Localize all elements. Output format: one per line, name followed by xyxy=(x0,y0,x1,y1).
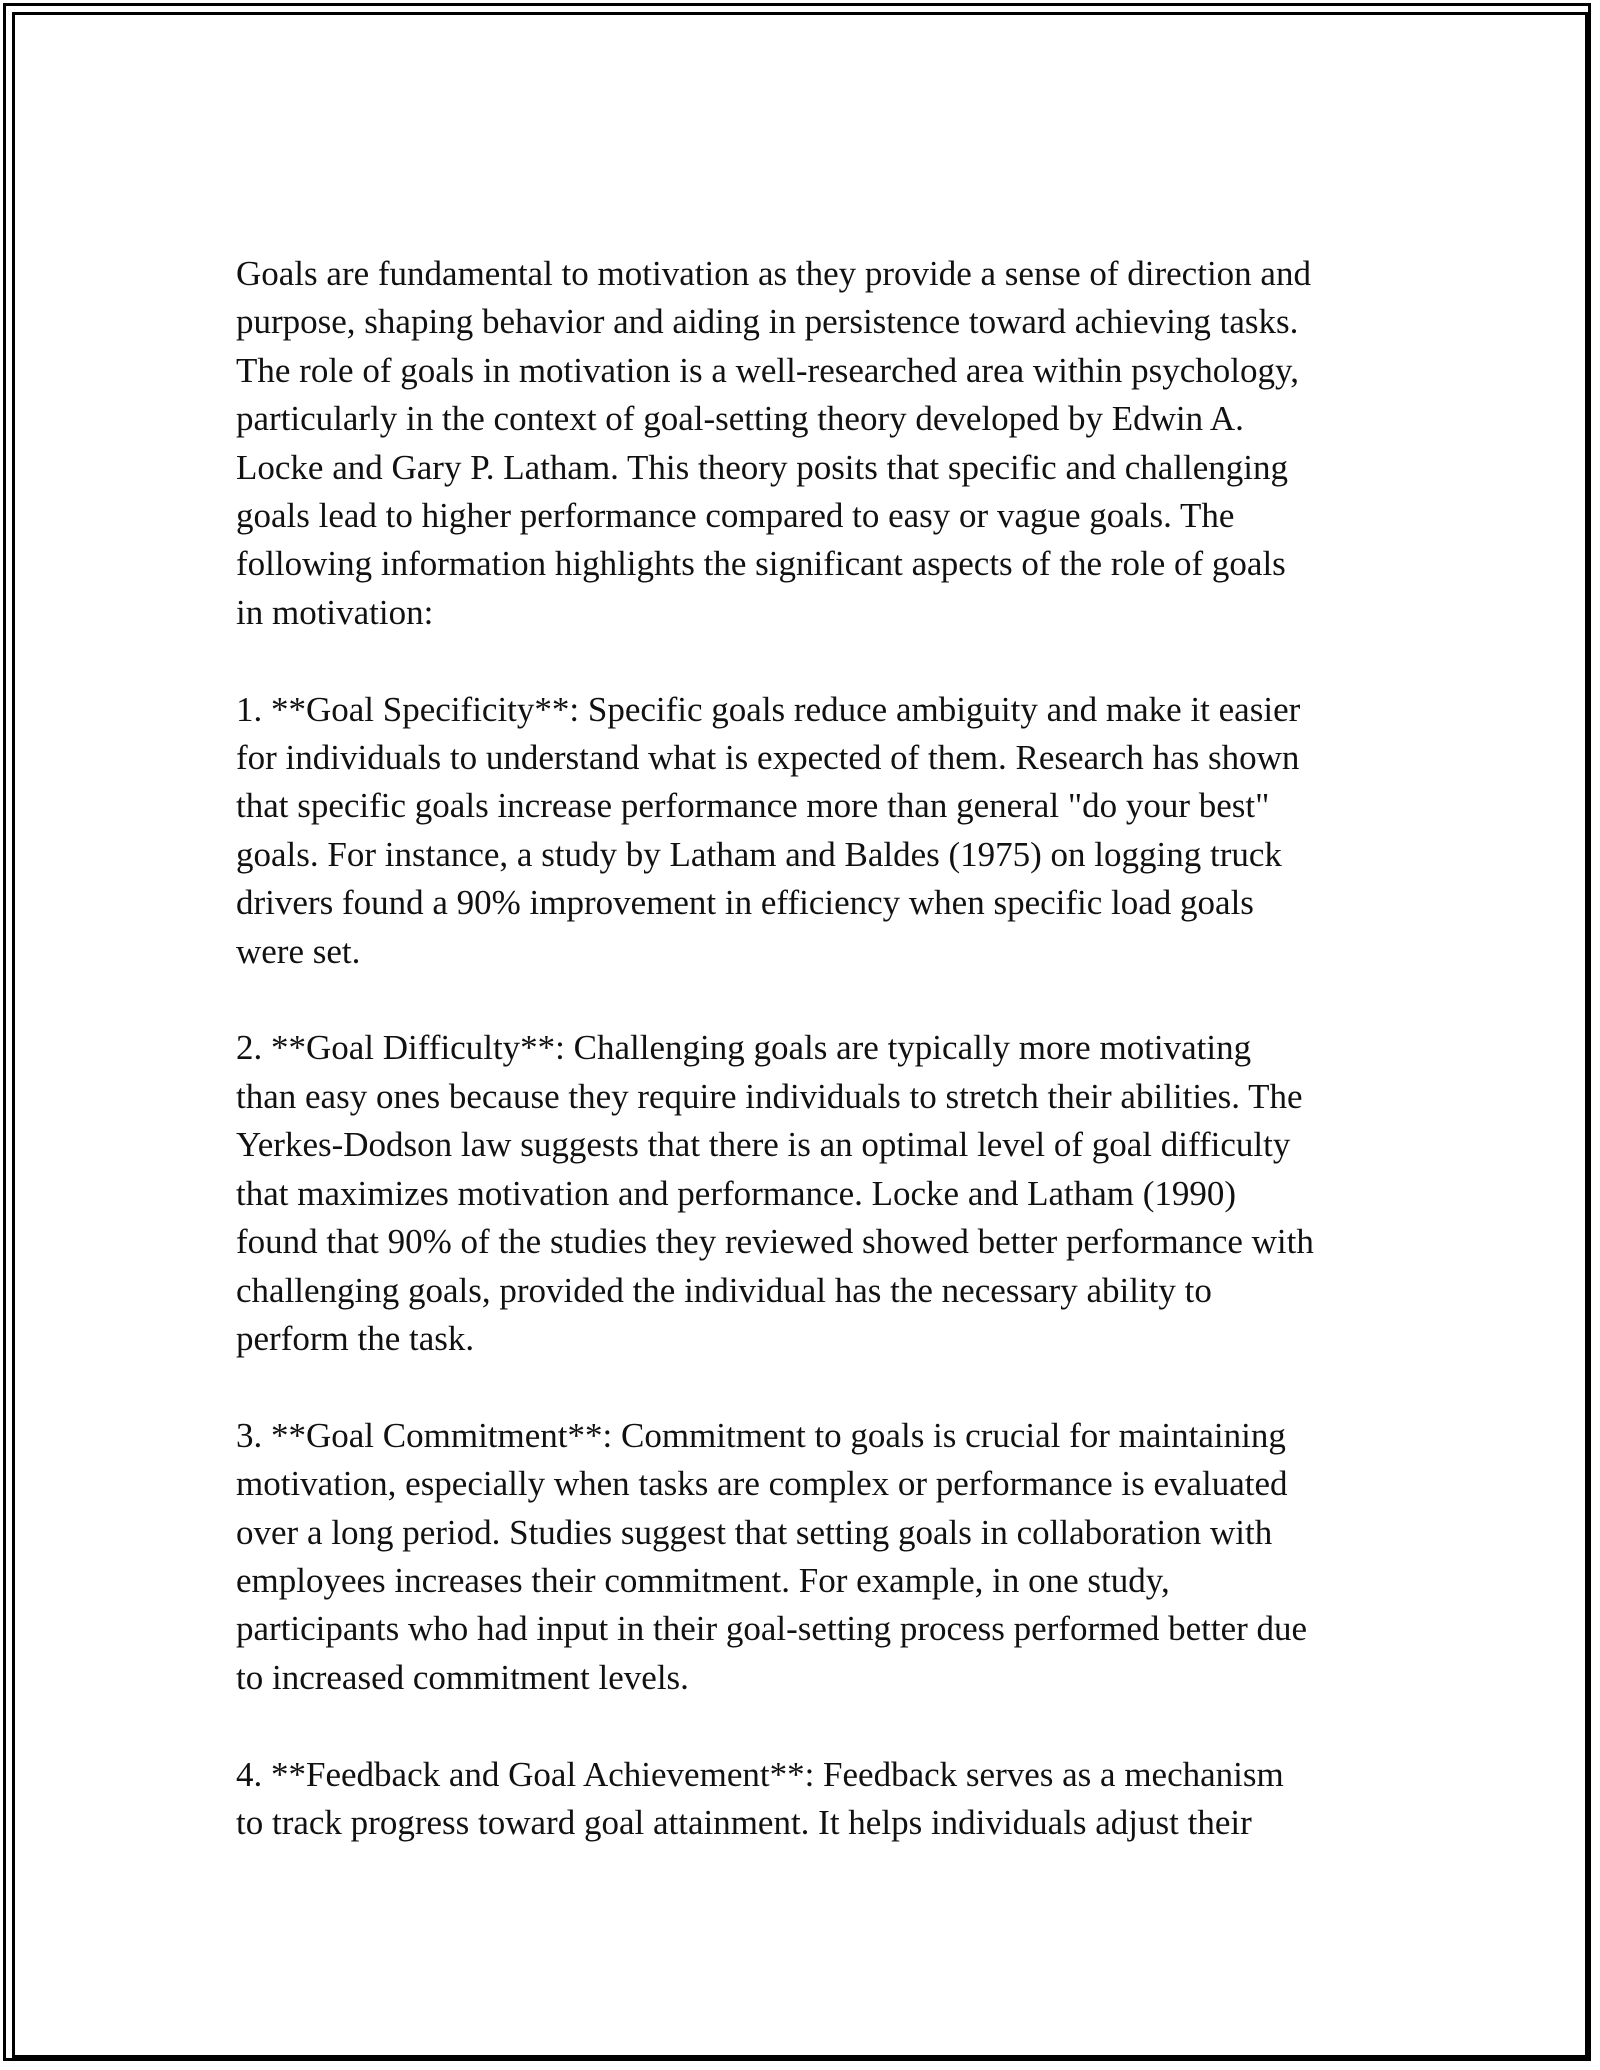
document-body xyxy=(236,250,1386,1896)
goal-specificity-paragraph: 1. **Goal Specificity**: Specific goals reduce ambiguity and make it easier for individuals to understand what is expected of them. Research has shown that specific goals increase performance more than general "do your best" goals. For instance, a study by Latham and Baldes (1975) on logging truck drivers found a 90% improvement in efficiency when specific load goals were set. xyxy=(236,689,1301,971)
feedback-paragraph: 4. **Feedback and Goal Achievement**: Feedback serves as a mechanism to track progress toward goal attainment. It helps individuals adjust their xyxy=(236,1754,1284,1842)
intro-paragraph: Goals are fundamental to motivation as they provide a sense of direction and purpose, shaping behavior and aiding in persistence toward achieving tasks. The role of goals in motivation is a well-researched area within psychology, particularly in the context of goal-setting theory developed by Edwin A. Locke and Gary P. Latham. This theory posits that specific and challenging goals lead to higher performance compared to easy or vague goals. The following information highlights the significant aspects of the role of goals in motivation: xyxy=(236,254,1311,632)
goal-difficulty-paragraph: 2. **Goal Difficulty**: Challenging goals are typically more motivating than easy ones because they require individuals to stretch their abilities. The Yerkes-Dodson law suggests that there is an optimal level of goal difficulty that maximizes motivation and performance. Locke and Latham (1990) found that 90% of the studies they reviewed showed better performance with challenging goals, provided the individual has the necessary ability to perform the task. xyxy=(236,1028,1314,1358)
goal-commitment-paragraph: 3. **Goal Commitment**: Commitment to goals is crucial for maintaining motivation, especially when tasks are complex or performance is evaluated over a long period. Studies suggest that setting goals in collaboration with employees increases their commitment. For example, in one study, participants who had input in their goal-setting process performed better due to increased commitment levels. xyxy=(236,1415,1308,1697)
